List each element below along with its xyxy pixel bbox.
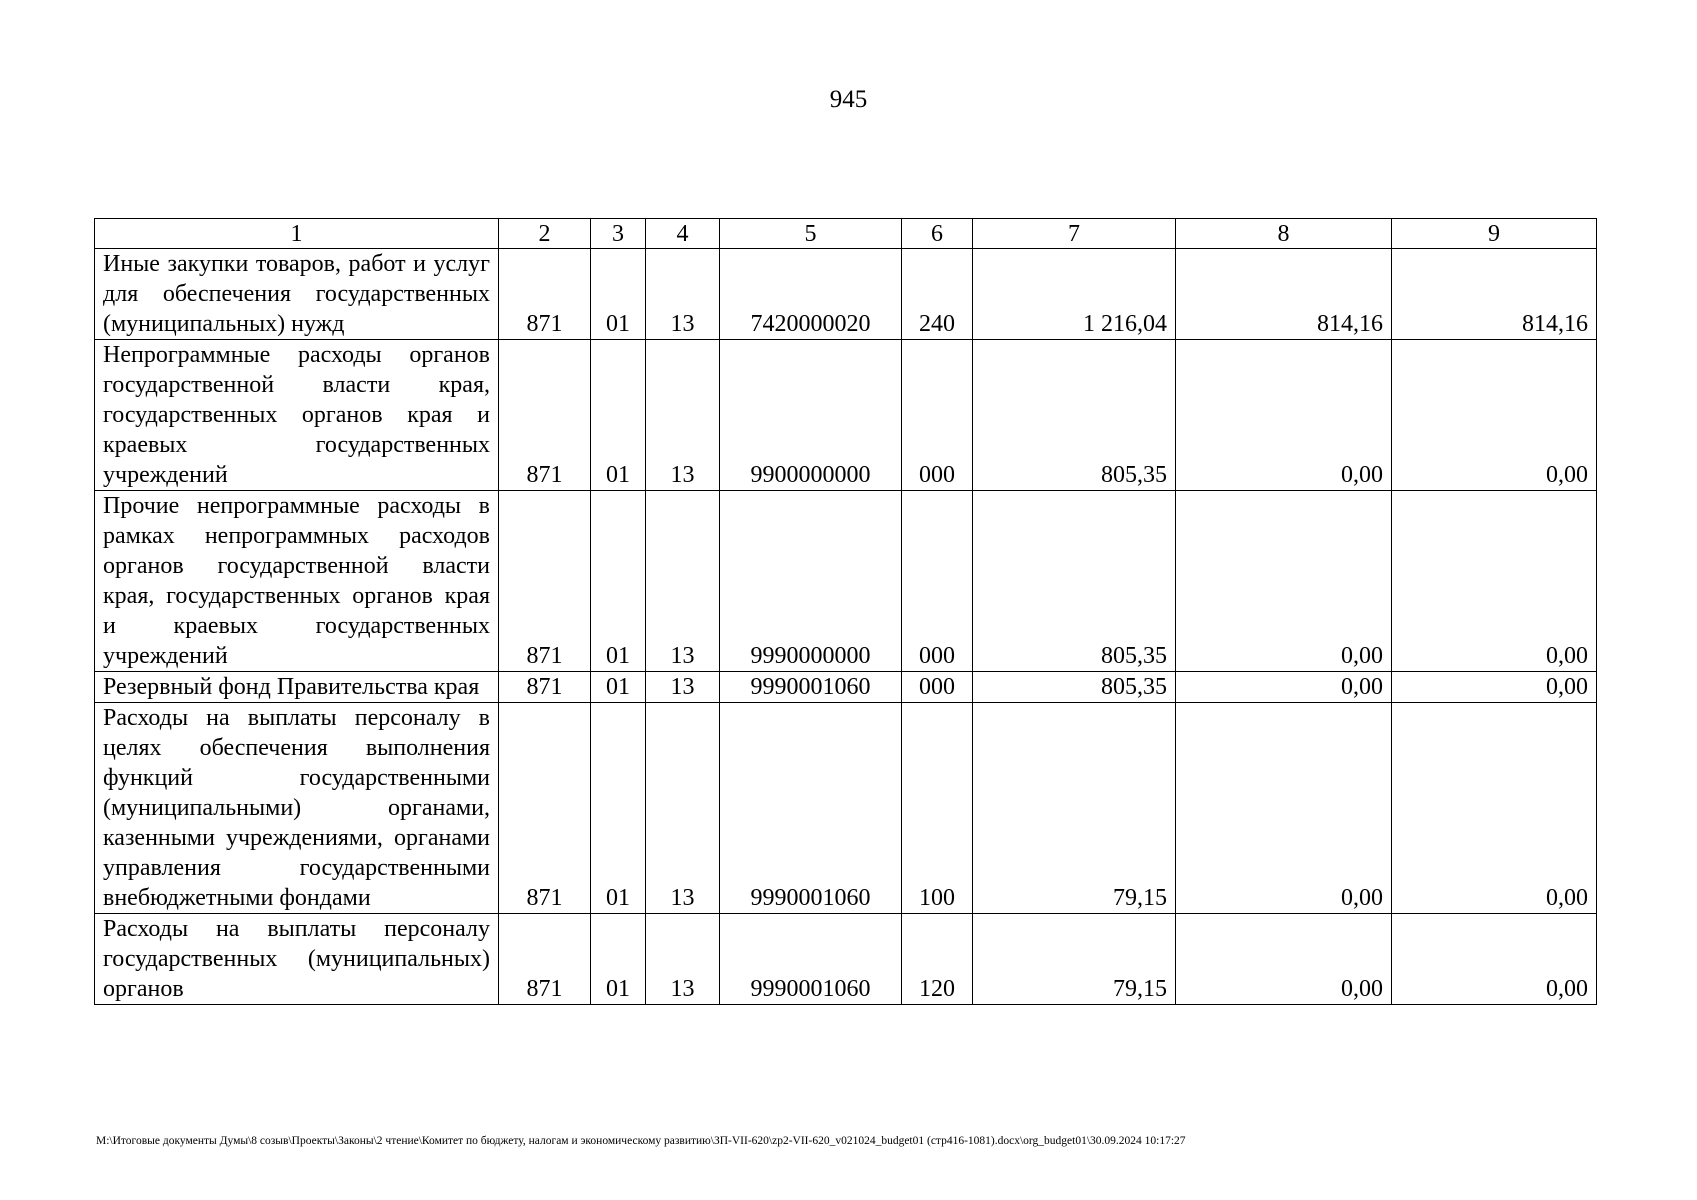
cell-col4: 13 [646, 672, 720, 703]
cell-col5: 9990001060 [720, 672, 902, 703]
cell-col6: 000 [902, 340, 973, 491]
row-description: Прочие непрограммные расходы в рамках непрограммных расходов органов государственной власти края, государственных органов края и краевых государственных учреждений [95, 491, 499, 672]
cell-col3: 01 [591, 914, 646, 1005]
column-header: 4 [646, 219, 720, 249]
table-row [95, 340, 1597, 491]
column-header: 8 [1176, 219, 1392, 249]
cell-col7: 1 216,04 [973, 249, 1176, 340]
cell-col8: 814,16 [1176, 249, 1392, 340]
row-description: Непрограммные расходы органов государственной власти края, государственных органов края и краевых государственных учреждений [95, 340, 499, 491]
cell-col3: 01 [591, 703, 646, 914]
cell-col4: 13 [646, 249, 720, 340]
table-row [95, 491, 1597, 672]
page-number: 945 [829, 86, 868, 113]
budget-table [94, 218, 1597, 1005]
cell-col7: 805,35 [973, 340, 1176, 491]
cell-col3: 01 [591, 672, 646, 703]
cell-col6: 000 [902, 672, 973, 703]
row-description: Иные закупки товаров, работ и услуг для обеспечения государственных (муниципальных) нужд [95, 249, 499, 340]
cell-col7: 79,15 [973, 703, 1176, 914]
row-description: Резервный фонд Правительства края [95, 672, 499, 703]
table-row [95, 672, 1597, 703]
cell-col2: 871 [499, 340, 591, 491]
cell-col6: 000 [902, 491, 973, 672]
cell-col5: 9990000000 [720, 491, 902, 672]
cell-col4: 13 [646, 340, 720, 491]
cell-col9: 0,00 [1392, 703, 1597, 914]
cell-col9: 0,00 [1392, 340, 1597, 491]
cell-col5: 9900000000 [720, 340, 902, 491]
cell-col3: 01 [591, 491, 646, 672]
column-header: 2 [499, 219, 591, 249]
column-header: 7 [973, 219, 1176, 249]
column-header: 9 [1392, 219, 1597, 249]
cell-col7: 79,15 [973, 914, 1176, 1005]
cell-col9: 0,00 [1392, 491, 1597, 672]
cell-col7: 805,35 [973, 491, 1176, 672]
cell-col6: 120 [902, 914, 973, 1005]
cell-col3: 01 [591, 249, 646, 340]
row-description: Расходы на выплаты персоналу государственных (муниципальных) органов [95, 914, 499, 1005]
cell-col2: 871 [499, 914, 591, 1005]
column-header: 5 [720, 219, 902, 249]
column-header: 6 [902, 219, 973, 249]
cell-col5: 9990001060 [720, 914, 902, 1005]
cell-col9: 814,16 [1392, 249, 1597, 340]
cell-col4: 13 [646, 491, 720, 672]
cell-col2: 871 [499, 672, 591, 703]
table-row [95, 914, 1597, 1005]
cell-col9: 0,00 [1392, 914, 1597, 1005]
column-header: 1 [95, 219, 499, 249]
cell-col5: 9990001060 [720, 703, 902, 914]
cell-col6: 240 [902, 249, 973, 340]
table-row [95, 703, 1597, 914]
cell-col8: 0,00 [1176, 914, 1392, 1005]
cell-col5: 7420000020 [720, 249, 902, 340]
document-file-path: M:\Итоговые документы Думы\8 созыв\Проекты\Законы\2 чтение\Комитет по бюджету, налогам и экономическому развитию\ЗП-VII-620\zp2-VII-620_v021024_budget01 (стр416-1081).docx\org_budget01\30.09.2024 10:17:27 [96, 1135, 1186, 1147]
cell-col7: 805,35 [973, 672, 1176, 703]
cell-col8: 0,00 [1176, 491, 1392, 672]
row-description: Расходы на выплаты персоналу в целях обеспечения выполнения функций государственными (муниципальными) органами, казенными учреждениями, органами управления государственными внебюджетными фондами [95, 703, 499, 914]
cell-col8: 0,00 [1176, 703, 1392, 914]
cell-col8: 0,00 [1176, 340, 1392, 491]
cell-col2: 871 [499, 249, 591, 340]
header-row [95, 219, 1597, 249]
cell-col9: 0,00 [1392, 672, 1597, 703]
cell-col6: 100 [902, 703, 973, 914]
cell-col4: 13 [646, 914, 720, 1005]
cell-col2: 871 [499, 491, 591, 672]
column-header: 3 [591, 219, 646, 249]
cell-col8: 0,00 [1176, 672, 1392, 703]
table-row [95, 249, 1597, 340]
cell-col2: 871 [499, 703, 591, 914]
cell-col4: 13 [646, 703, 720, 914]
cell-col3: 01 [591, 340, 646, 491]
